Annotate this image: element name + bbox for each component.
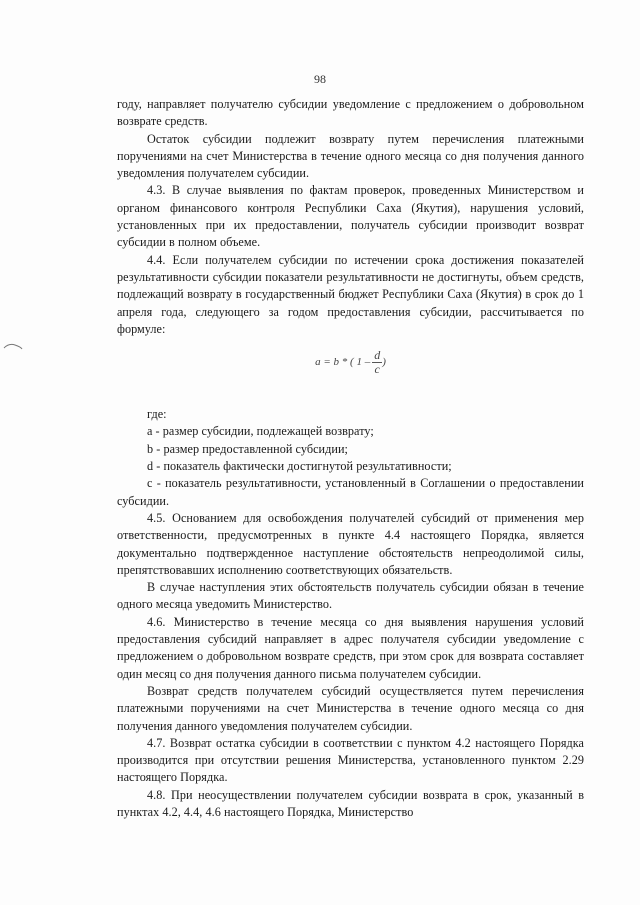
- definition-item: b - размер предоставленной субсидии;: [147, 441, 348, 456]
- paragraph: году, направляет получателю субсидии уведомление с предложением о добровольном возврате средств.: [117, 97, 584, 129]
- formula-numerator: d: [374, 347, 381, 362]
- paragraph: Возврат средств получателем субсидий осуществляется путем перечисления платежными поручениями на счет Министерства в течение одного месяца со дня получения данного уведомления получателем субсидии.: [117, 683, 584, 733]
- definition-item: с - показатель результативности, установленный в Соглашении о предоставлении субсидии.: [117, 476, 584, 508]
- paragraph: 4.7. Возврат остатка субсидии в соответствии с пунктом 4.2 настоящего Порядка производится при отсутствии решения Министерства, установленного пунктом 2.29 настоящего Порядка.: [117, 735, 584, 785]
- page-number: 98: [314, 72, 326, 86]
- paragraph: В случае наступления этих обстоятельств получатель субсидии обязан в течение одного месяца уведомить Министерство.: [117, 580, 584, 612]
- definitions-list: [117, 423, 584, 509]
- formula-right: ): [382, 355, 386, 368]
- paragraphs-bottom: [117, 510, 584, 821]
- definition-item: d - показатель фактически достигнутой результативности;: [147, 459, 452, 474]
- paragraph: 4.3. В случае выявления по фактам проверок, проведенных Министерством и органом финансового контроля Республики Саха (Якутия), нарушения условий, установленных при их предоставлении, получатель субсидии производит возврат субсидии в полном объеме.: [117, 183, 584, 250]
- paragraph: 4.8. При неосуществлении получателем субсидии возврата в срок, указанный в пунктах 4.2, 4.4, 4.6 настоящего Порядка, Министерство: [117, 787, 584, 819]
- document-body: [117, 96, 584, 821]
- paragraph: 4.5. Основанием для освобождения получателей субсидий от применения мер ответственности, предусмотренных в пункте 4.4 настоящего Порядка, является документально подтвержденное наступление обстоятельств непреодолимой силы, препятствовавших исполнению соответствующих обязательств.: [117, 510, 584, 577]
- paragraph: 4.6. Министерство в течение месяца со дня выявления нарушения условий предоставления субсидий направляет в адрес получателя субсидии уведомление с предложением о добровольном возврате средств, при этом срок для возврата составляет один месяц со дня получения данного письма получателем субсидии.: [117, 614, 584, 681]
- margin-scan-mark: [3, 340, 23, 352]
- refund-formula: [117, 340, 584, 384]
- formula-fraction: [372, 349, 382, 376]
- formula-denominator: c: [374, 361, 380, 376]
- formula-left: a = b * ( 1 –: [315, 355, 371, 368]
- where-label: где:: [147, 407, 167, 422]
- paragraph: 4.4. Если получателем субсидии по истечении срока достижения показателей результативности субсидии показатели результативности не достигнуты, объем средств, подлежащий возврату в государственный бюджет Республики Саха (Якутия) в срок до 1 апреля года, следующего за годом предоставления субсидии, рассчитывается по формуле:: [117, 252, 584, 336]
- definition-item: a - размер субсидии, подлежащей возврату;: [147, 424, 374, 439]
- paragraphs-top: [117, 96, 584, 338]
- paragraph: Остаток субсидии подлежит возврату путем перечисления платежными поручениями на счет Министерства в течение одного месяца со дня получения данного уведомления получателем субсидии.: [117, 131, 584, 181]
